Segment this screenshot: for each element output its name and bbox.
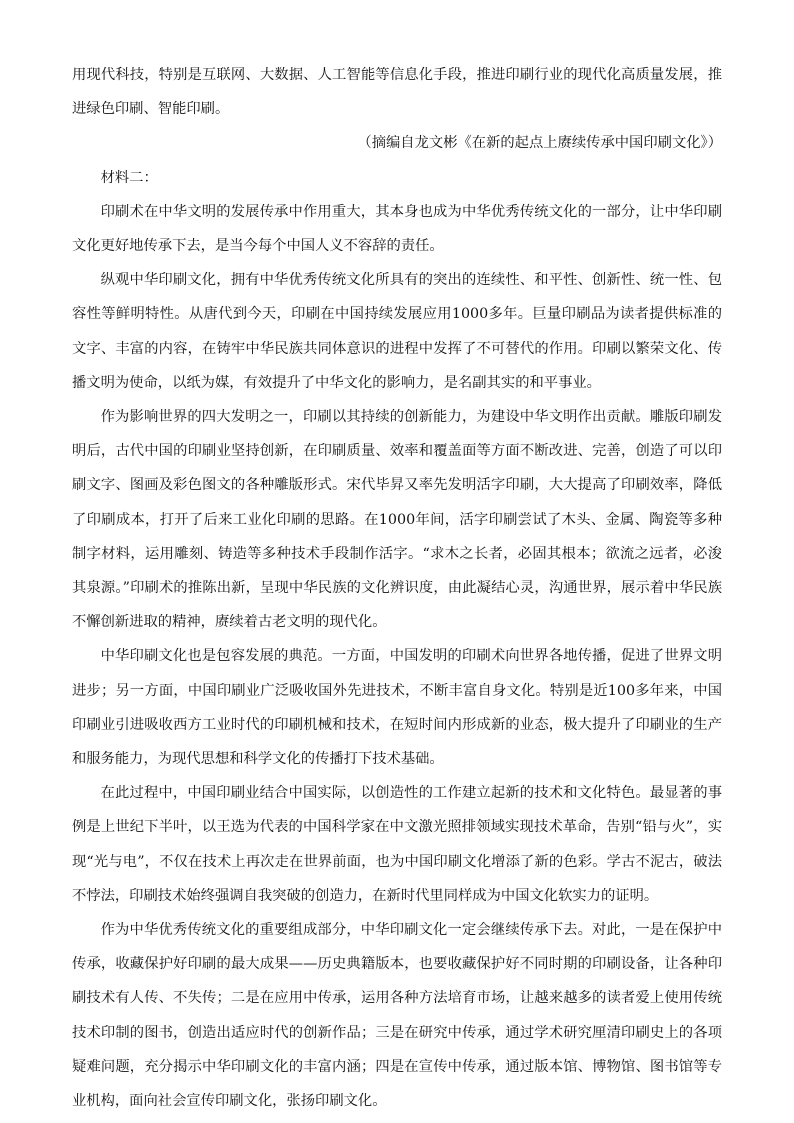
paragraph-5: 在此过程中，中国印刷业结合中国实际，以创造性的工作建立起新的技术和文化特色。最显著的事例是上世纪下半叶，以王选为代表的中国科学家在中文激光照排领域实现技术革命，告别“铅与火”，实现“光与电”，不仅在技术上再次走在世界前面，也为中国印刷文化增添了新的色彩。学古不泥古，破法不悖法，印刷技术始终强调自我突破的创造力，在新时代里同样成为中国文化软实力的证明。 xyxy=(72,785,722,904)
paragraph-6: 作为中华优秀传统文化的重要组成部分，中华印刷文化一定会继续传承下去。对此，一是在保护中传承，收藏保护好印刷的最大成果——历史典籍版本，也要收藏保护好不同时期的印刷设备，让各种印刷技术有人传、不失传；二是在应用中传承，运用各种方法培育市场，让越来越多的读者爱上使用传统技术印制的图书，创造出适应时代的创新作品；三是在研究中传承，通过学术研究厘清印刷史上的各项疑难问题，充分揭示中华印刷文化的丰富内涵；四是在宣传中传承，通过版本馆、博物馆、图书馆等专业机构，面向社会宣传印刷文化，张扬印刷文化。 xyxy=(72,922,722,1110)
paragraph-2: 纵观中华印刷文化，拥有中华优秀传统文化所具有的突出的连续性、和平性、创新性、统一性、包容性等鲜明特性。从唐代到今天，印刷在中国持续发展应用1000多年。巨量印刷品为读者提供标准的文字、丰富的内容，在铸牢中华民族共同体意识的进程中发挥了不可替代的作用。印刷以繁荣文化、传播文明为使命，以纸为媒，有效提升了中华文化的影响力，是名副其实的和平事业。 xyxy=(72,272,722,391)
paragraph-4: 中华印刷文化也是包容发展的典范。一方面，中国发明的印刷术向世界各地传播，促进了世界文明进步；另一方面，中国印刷业广泛吸收国外先进技术，不断丰富自身文化。特别是近100多年来，中国印刷业引进吸收西方工业时代的印刷机械和技术，在短时间内形成新的业态，极大提升了印刷业的生产和服务能力，为现代思想和科学文化的传播打下技术基础。 xyxy=(72,648,722,768)
source-citation: （摘编自龙文彬《在新的起点上赓续传承中国印刷文化》） xyxy=(357,135,722,152)
material-two-heading: 材料二： xyxy=(100,169,158,186)
paragraph-1: 印刷术在中华文明的发展传承中作用重大，其本身也成为中华优秀传统文化的一部分，让中华印刷文化更好地传承下去，是当今每个中国人义不容辞的责任。 xyxy=(72,203,722,255)
paragraph-3: 作为影响世界的四大发明之一，印刷以其持续的创新能力，为建设中华文明作出贡献。雕版印刷发明后，古代中国的印刷业坚持创新，在印刷质量、效率和覆盖面等方面不断改进、完善，创造了可以印刷文字、图画及彩色图文的各种雕版形式。宋代毕昇又率先发明活字印刷，大大提高了印刷效率，降低了印刷成本，打开了后来工业化印刷的思路。在1000年间，活字印刷尝试了木头、金属、陶瓷等多种制字材料，运用雕刻、铸造等多种技术手段制作活字。“求木之长者，必固其根本；欲流之远者，必浚其泉源。”印刷术的推陈出新，呈现中华民族的文化辨识度，由此凝结心灵，沟通世界，展示着中华民族不懈创新进取的精神，赓续着古老文明的现代化。 xyxy=(72,409,722,631)
paragraph-continuation: 用现代科技，特别是互联网、大数据、人工智能等信息化手段，推进印刷行业的现代化高质量发展，推进绿色印刷、智能印刷。 xyxy=(72,67,722,118)
document-page xyxy=(72,58,722,1118)
